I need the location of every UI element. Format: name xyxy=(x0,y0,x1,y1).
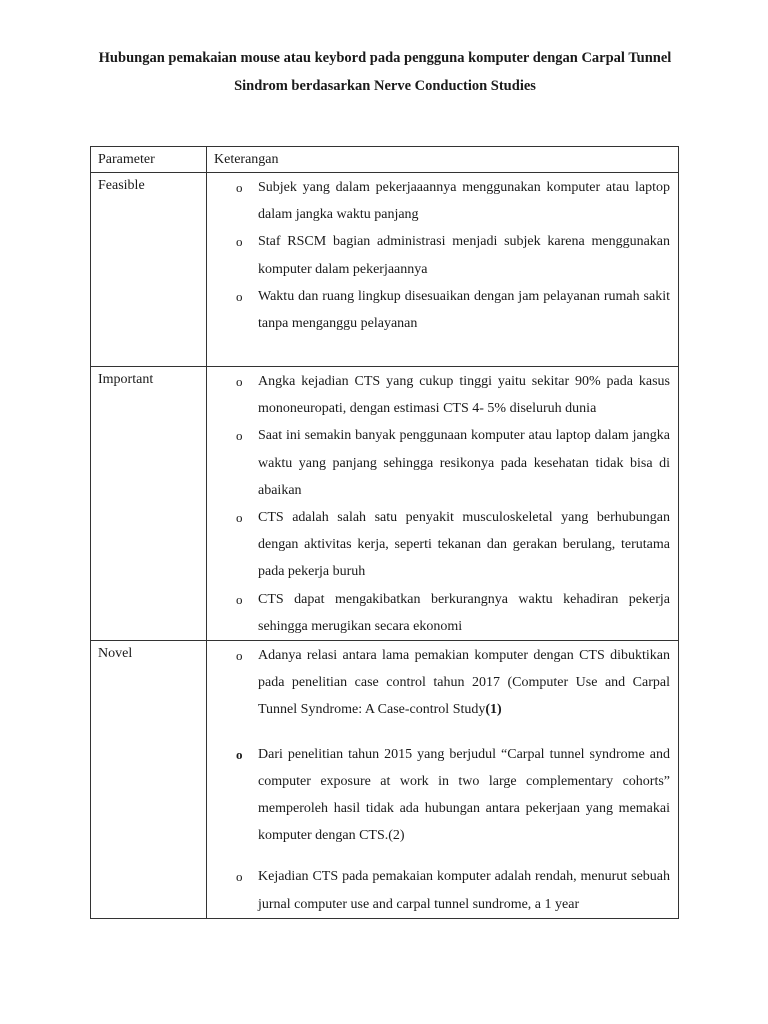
header-parameter: Parameter xyxy=(98,152,155,167)
desc-cell xyxy=(207,173,679,367)
item-text: Adanya relasi antara lama pemakian komputer dengan CTS dibuktikan pada penelitian case control tahun 2017 (Computer Use and Carpal Tunnel Syndrome: A Case-control Study xyxy=(258,648,670,718)
bullet-icon: o xyxy=(236,648,243,664)
table-row-novel xyxy=(91,641,679,919)
item-text: CTS dapat mengakibatkan berkurangnya waktu kehadiran pekerja sehingga merugikan secara ekonomi xyxy=(258,591,670,634)
bullet-icon: o xyxy=(236,288,243,304)
item-text: Dari penelitian tahun 2015 yang berjudul “Carpal tunnel syndrome and computer exposure at work in two large complementary cohorts” memperoleh hasil tidak ada hubungan antara pekerjaan yang memakai komputer dengan CTS.(2) xyxy=(258,746,670,844)
bullet-icon: o xyxy=(236,234,243,250)
item-text: CTS adalah salah satu penyakit musculoskeletal yang berhubungan dengan aktivitas kerja, seperti tekanan dan gerakan berulang, terutama pada pekerja buruh xyxy=(258,510,670,580)
param-cell xyxy=(91,641,207,919)
header-cell-parameter xyxy=(91,147,207,173)
item-text: Staf RSCM bagian administrasi menjadi subjek karena menggunakan komputer dalam pekerjaannya xyxy=(258,234,670,277)
param-novel: Novel xyxy=(98,646,133,662)
param-important: Important xyxy=(98,372,154,387)
item-text: Saat ini semakin banyak penggunaan komputer atau laptop dalam jangka waktu yang panjang sehingga resikonya pada kesehatan tidak bisa di abaikan xyxy=(258,428,670,498)
bullet-icon: o xyxy=(236,510,243,526)
list-item xyxy=(207,504,670,586)
parameter-table xyxy=(90,146,679,919)
param-feasible: Feasible xyxy=(98,178,145,193)
list-item xyxy=(207,741,670,850)
param-cell xyxy=(91,367,207,641)
list-item xyxy=(207,863,670,917)
list-item xyxy=(207,368,670,422)
list-item xyxy=(207,642,670,724)
table-header-row xyxy=(91,147,679,173)
list-item xyxy=(207,228,670,282)
list-item xyxy=(207,283,670,337)
list-item xyxy=(207,174,670,228)
item-text: Kejadian CTS pada pemakaian komputer adalah rendah, menurut sebuah jurnal computer use and carpal tunnel sundrome, a 1 year xyxy=(258,869,670,912)
item-list xyxy=(207,174,678,337)
bullet-icon: o xyxy=(236,591,243,607)
bullet-icon: o xyxy=(236,374,243,389)
desc-cell xyxy=(207,641,679,919)
bullet-icon: o xyxy=(236,180,243,195)
list-item xyxy=(207,422,670,504)
bullet-icon: o xyxy=(236,746,243,762)
item-text: Angka kejadian CTS yang cukup tinggi yaitu sekitar 90% pada kasus mononeuropati, dengan estimasi CTS 4- 5% diseluruh dunia xyxy=(258,374,670,417)
list-item xyxy=(207,586,670,640)
header-keterangan: Keterangan xyxy=(214,152,279,167)
item-list xyxy=(207,642,678,918)
item-text: Subjek yang dalam pekerjaaannya menggunakan komputer atau laptop dalam jangka waktu panjang xyxy=(258,180,670,223)
item-text: Waktu dan ruang lingkup disesuaikan dengan jam pelayanan rumah sakit tanpa menganggu pelayanan xyxy=(258,288,670,332)
item-list xyxy=(207,368,678,640)
bullet-icon: o xyxy=(236,869,243,885)
desc-cell xyxy=(207,367,679,641)
table-row-feasible xyxy=(91,173,679,367)
param-cell xyxy=(91,173,207,367)
citation-marker: (1) xyxy=(485,702,502,718)
table-row-important xyxy=(91,367,679,641)
header-cell-keterangan xyxy=(207,147,679,173)
bullet-icon: o xyxy=(236,428,243,444)
document-title: Hubungan pemakaian mouse atau keybord pada pengguna komputer dengan Carpal Tunnel Sindrom berdasarkan Nerve Conduction Studies xyxy=(98,50,672,94)
